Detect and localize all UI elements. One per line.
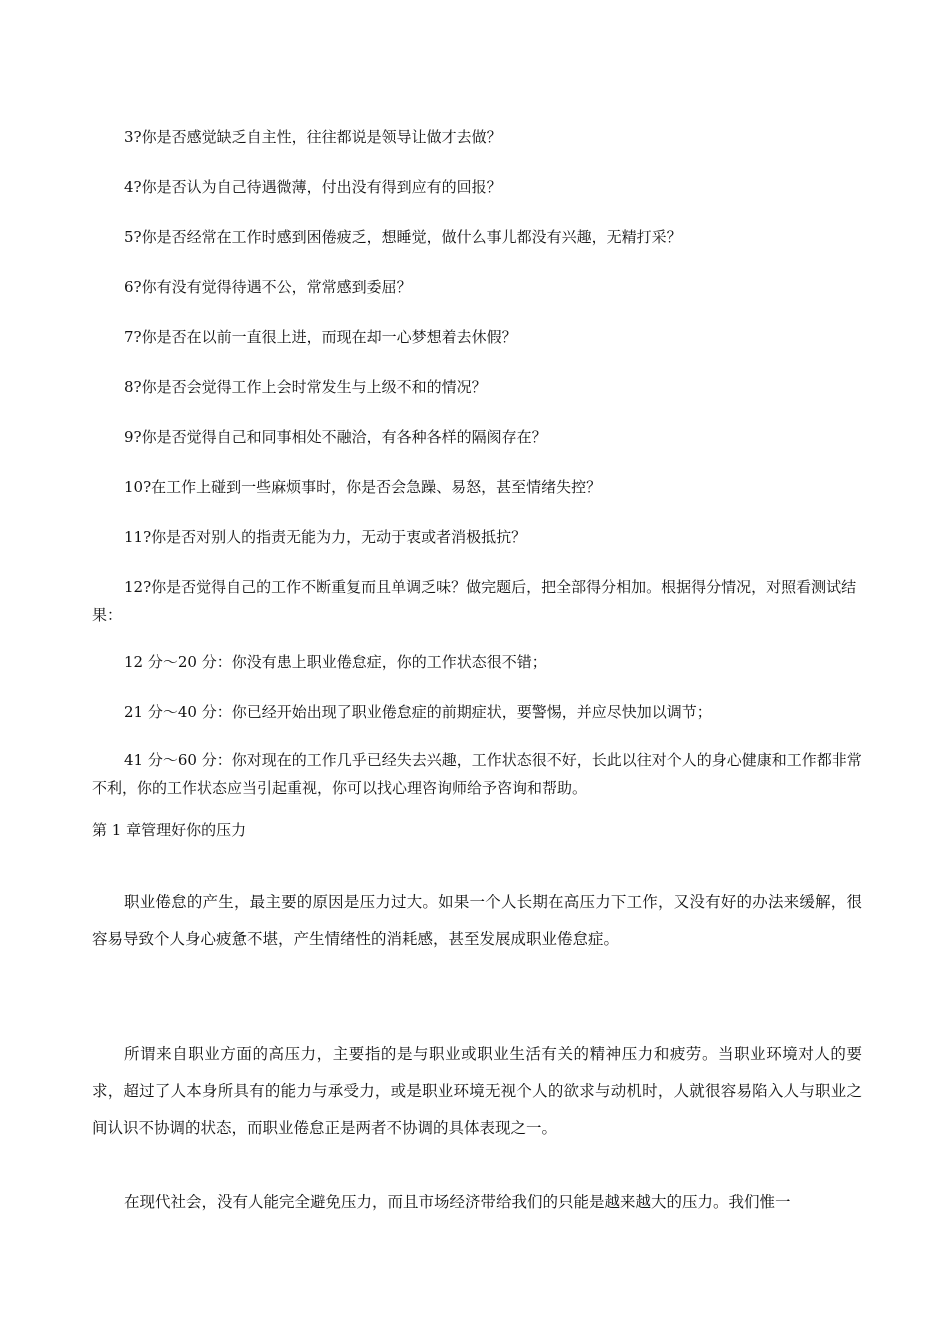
question-8: 8?你是否会觉得工作上会时常发生与上级不和的情况？ bbox=[124, 378, 487, 396]
question-4: 4?你是否认为自己待遇微薄，付出没有得到应有的回报？ bbox=[124, 178, 502, 196]
chapter-heading: 第 1 章管理好你的压力 bbox=[92, 821, 247, 839]
question-5: 5?你是否经常在工作时感到困倦疲乏，想睡觉，做什么事儿都没有兴趣，无精打采？ bbox=[124, 228, 682, 246]
question-10: 10?在工作上碰到一些麻烦事时，你是否会急躁、易怒，甚至情绪失控？ bbox=[124, 478, 602, 496]
question-11: 11?你是否对别人的指责无能为力，无动于衷或者消极抵抗？ bbox=[124, 528, 527, 546]
question-3: 3?你是否感觉缺乏自主性，往往都说是领导让做才去做？ bbox=[124, 128, 502, 146]
paragraph-3: 在现代社会，没有人能完全避免压力，而且市场经济带给我们的只能是越来越大的压力。我们惟一 bbox=[124, 1193, 791, 1211]
result-41-60: 41 分～60 分：你对现在的工作几乎已经失去兴趣，工作状态很不好，长此以往对个人的身心健康和工作都非常不利，你的工作状态应当引起重视，你可以找心理咨询师给予咨询和帮助。 bbox=[92, 751, 862, 797]
result-21-40: 21 分～40 分：你已经开始出现了职业倦怠症的前期症状，要警惕，并应尽快加以调节； bbox=[124, 703, 712, 721]
paragraph-2: 所谓来自职业方面的高压力，主要指的是与职业或职业生活有关的精神压力和疲劳。当职业环境对人的要求，超过了人本身所具有的能力与承受力，或是职业环境无视个人的欲求与动机时，人就很容易陷入人与职业之间认识不协调的状态，而职业倦怠正是两者不协调的具体表现之一。 bbox=[92, 1045, 862, 1137]
paragraph-1: 职业倦怠的产生，最主要的原因是压力过大。如果一个人长期在高压力下工作，又没有好的办法来缓解，很容易导致个人身心疲惫不堪，产生情绪性的消耗感，甚至发展成职业倦怠症。 bbox=[92, 893, 862, 948]
question-6: 6?你有没有觉得待遇不公，常常感到委屈？ bbox=[124, 278, 412, 296]
question-9: 9?你是否觉得自己和同事相处不融洽，有各种各样的隔阂存在？ bbox=[124, 428, 547, 446]
result-12-20: 12 分～20 分：你没有患上职业倦怠症，你的工作状态很不错； bbox=[124, 653, 547, 671]
question-12: 12?你是否觉得自己的工作不断重复而且单调乏味？做完题后，把全部得分相加。根据得分情况，对照看测试结果： bbox=[92, 578, 857, 624]
question-7: 7?你是否在以前一直很上进，而现在却一心梦想着去休假？ bbox=[124, 328, 517, 346]
